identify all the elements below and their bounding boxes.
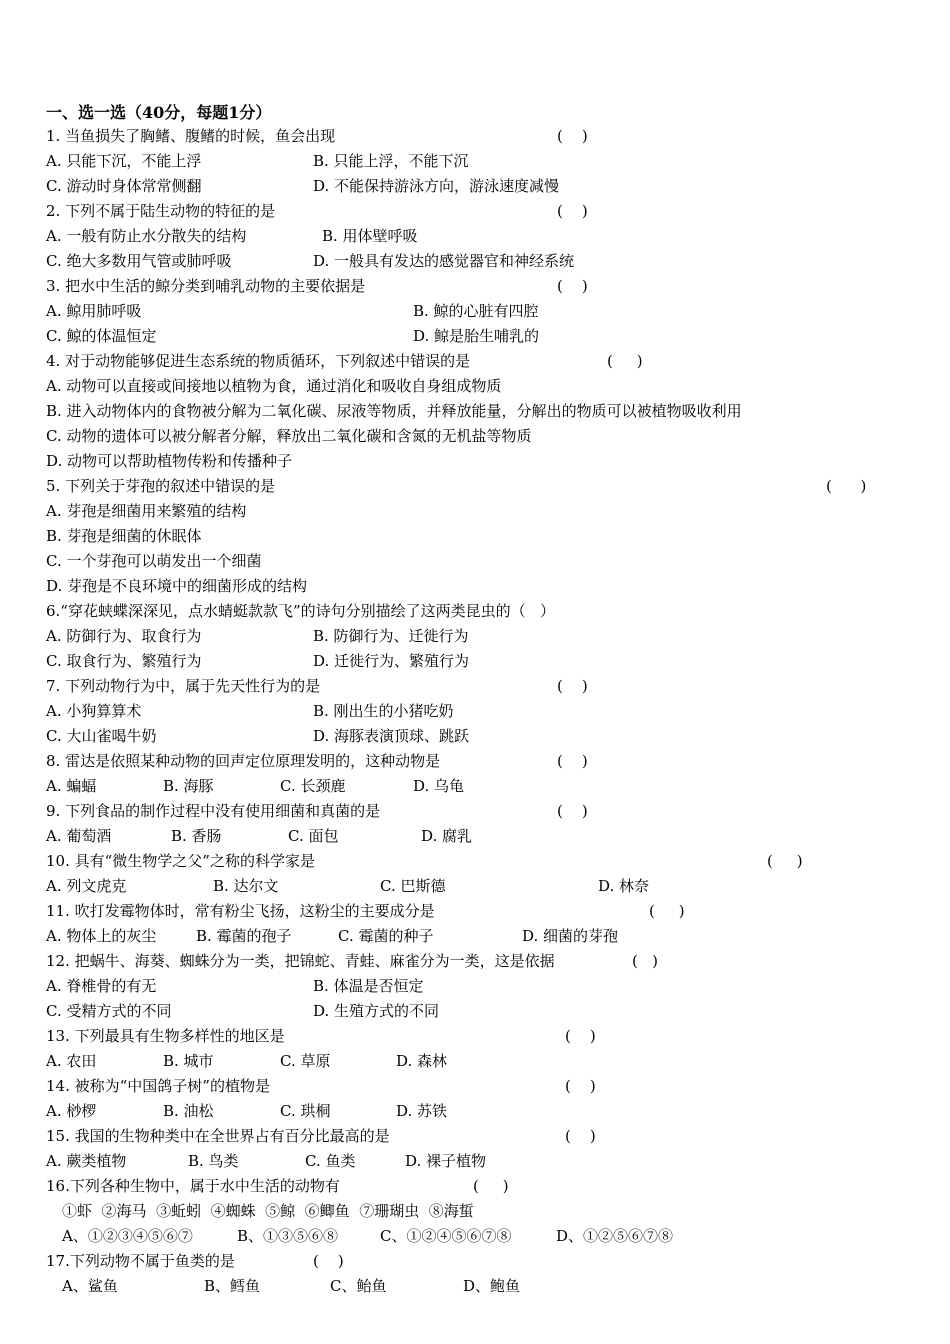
option-text: B. 鸟类 xyxy=(188,1152,239,1170)
option-text: C、鲐鱼 xyxy=(330,1277,387,1295)
option-text: ①虾 ②海马 ③蚯蚓 ④蜘蛛 ⑤鲸 ⑥鲫鱼 ⑦珊瑚虫 ⑧海蜇 xyxy=(62,1202,474,1220)
question-stem: 8. 雷达是依照某种动物的回声定位原理发明的，这种动物是 xyxy=(46,752,441,770)
option-text: C. 鱼类 xyxy=(305,1152,356,1170)
option-text: D、鲍鱼 xyxy=(463,1277,521,1295)
option-text: D. 乌龟 xyxy=(413,777,465,795)
answer-blank[interactable]: ( ) xyxy=(632,952,659,970)
answer-blank[interactable]: ( ) xyxy=(557,277,588,295)
option-text: D. 林奈 xyxy=(598,877,650,895)
option-text: B. 鲸的心脏有四腔 xyxy=(413,302,539,320)
option-text: B. 油松 xyxy=(163,1102,214,1120)
option-text: A. 小狗算算术 xyxy=(46,702,142,720)
option-text: A. 动物可以直接或间接地以植物为食，通过消化和吸收自身组成物质 xyxy=(46,377,502,395)
option-text: B. 达尔文 xyxy=(213,877,279,895)
option-text: A. 桫椤 xyxy=(46,1102,97,1120)
answer-blank[interactable]: ( ) xyxy=(767,852,803,870)
option-text: D. 裸子植物 xyxy=(405,1152,487,1170)
option-text: A. 脊椎骨的有无 xyxy=(46,977,157,995)
question-stem: 10. 具有“微生物学之父”之称的科学家是 xyxy=(46,852,315,870)
answer-blank[interactable]: ( ) xyxy=(557,802,588,820)
option-text: D、①②⑤⑥⑦⑧ xyxy=(556,1227,674,1245)
question-stem: 17.下列动物不属于鱼类的是 xyxy=(46,1252,235,1270)
answer-blank[interactable]: ( ) xyxy=(473,1177,509,1195)
option-text: A. 蕨类植物 xyxy=(46,1152,127,1170)
question-stem: 15. 我国的生物种类中在全世界占有百分比最高的是 xyxy=(46,1127,390,1145)
option-text: D. 海豚表演顶球、跳跃 xyxy=(313,727,470,745)
question-stem: 16.下列各种生物中，属于水中生活的动物有 xyxy=(46,1177,340,1195)
answer-blank[interactable]: ( ) xyxy=(607,352,643,370)
answer-blank[interactable]: ( ) xyxy=(565,1077,596,1095)
option-text: D. 动物可以帮助植物传粉和传播种子 xyxy=(46,452,293,470)
option-text: A. 鲸用肺呼吸 xyxy=(46,302,142,320)
answer-blank[interactable]: ( ) xyxy=(557,752,588,770)
option-text: C、①②④⑤⑥⑦⑧ xyxy=(380,1227,512,1245)
option-text: B、鳕鱼 xyxy=(204,1277,261,1295)
question-stem: 5. 下列关于芽孢的叙述中错误的是 xyxy=(46,477,276,495)
option-text: A. 芽孢是细菌用来繁殖的结构 xyxy=(46,502,247,520)
option-text: A. 葡萄酒 xyxy=(46,827,112,845)
answer-blank[interactable]: ( ) xyxy=(557,677,588,695)
answer-blank[interactable]: ( ) xyxy=(557,127,588,145)
option-text: B. 霉菌的孢子 xyxy=(196,927,292,945)
answer-blank[interactable]: ( ) xyxy=(557,202,588,220)
answer-blank[interactable]: ( ) xyxy=(565,1127,596,1145)
option-text: A、鲨鱼 xyxy=(62,1277,118,1295)
option-text: B、①③⑤⑥⑧ xyxy=(237,1227,339,1245)
question-stem: 12. 把蜗牛、海葵、蜘蛛分为一类，把锦蛇、青蛙、麻雀分为一类，这是依据 xyxy=(46,952,555,970)
option-text: B. 用体壁呼吸 xyxy=(322,227,418,245)
option-text: B. 香肠 xyxy=(171,827,222,845)
option-text: A. 一般有防止水分散失的结构 xyxy=(46,227,247,245)
option-text: C. 取食行为、繁殖行为 xyxy=(46,652,202,670)
option-text: A. 列文虎克 xyxy=(46,877,127,895)
option-text: 6.“穿花蛱蝶深深见，点水蜻蜓款款飞”的诗句分别描绘了这两类昆虫的（ ） xyxy=(46,602,555,620)
option-text: C. 受精方式的不同 xyxy=(46,1002,172,1020)
option-text: D. 迁徙行为、繁殖行为 xyxy=(313,652,470,670)
option-text: D. 细菌的芽孢 xyxy=(522,927,619,945)
option-text: C. 长颈鹿 xyxy=(280,777,346,795)
option-text: C. 游动时身体常常侧翻 xyxy=(46,177,202,195)
answer-blank[interactable]: ( ) xyxy=(565,1027,596,1045)
option-text: C. 大山雀喝牛奶 xyxy=(46,727,157,745)
option-text: C. 一个芽孢可以萌发出一个细菌 xyxy=(46,552,262,570)
option-text: A. 防御行为、取食行为 xyxy=(46,627,202,645)
question-stem: 3. 把水中生活的鲸分类到哺乳动物的主要依据是 xyxy=(46,277,366,295)
option-text: D. 森林 xyxy=(396,1052,448,1070)
option-text: D. 鲸是胎生哺乳的 xyxy=(413,327,540,345)
section-heading: 一、选一选（40分，每题1分） xyxy=(46,103,272,122)
option-text: D. 不能保持游泳方向，游泳速度减慢 xyxy=(313,177,560,195)
option-text: A、①②③④⑤⑥⑦ xyxy=(62,1227,193,1245)
question-stem: 9. 下列食品的制作过程中没有使用细菌和真菌的是 xyxy=(46,802,381,820)
option-text: A. 蝙蝠 xyxy=(46,777,97,795)
option-text: A. 只能下沉，不能上浮 xyxy=(46,152,202,170)
option-text: B. 刚出生的小猪吃奶 xyxy=(313,702,454,720)
question-stem: 4. 对于动物能够促进生态系统的物质循环，下列叙述中错误的是 xyxy=(46,352,471,370)
question-stem: 1. 当鱼损失了胸鳍、腹鳍的时候，鱼会出现 xyxy=(46,127,336,145)
option-text: B. 体温是否恒定 xyxy=(313,977,424,995)
question-stem: 14. 被称为“中国鸽子树”的植物是 xyxy=(46,1077,270,1095)
question-stem: 7. 下列动物行为中，属于先天性行为的是 xyxy=(46,677,321,695)
option-text: C. 草原 xyxy=(280,1052,331,1070)
option-text: A. 物体上的灰尘 xyxy=(46,927,157,945)
option-text: D. 苏铁 xyxy=(396,1102,448,1120)
question-stem: 13. 下列最具有生物多样性的地区是 xyxy=(46,1027,285,1045)
option-text: B. 进入动物体内的食物被分解为二氧化碳、尿液等物质，并释放能量，分解出的物质可以被植物吸收利用 xyxy=(46,402,742,420)
option-text: B. 海豚 xyxy=(163,777,214,795)
option-text: C. 鲸的体温恒定 xyxy=(46,327,157,345)
option-text: D. 腐乳 xyxy=(421,827,473,845)
question-stem: 11. 吹打发霉物体时，常有粉尘飞扬，这粉尘的主要成分是 xyxy=(46,902,435,920)
option-text: B. 只能上浮，不能下沉 xyxy=(313,152,469,170)
option-text: D. 芽孢是不良环境中的细菌形成的结构 xyxy=(46,577,308,595)
option-text: C. 珙桐 xyxy=(280,1102,331,1120)
option-text: C. 面包 xyxy=(288,827,339,845)
option-text: D. 生殖方式的不同 xyxy=(313,1002,440,1020)
answer-blank[interactable]: ( ) xyxy=(826,477,867,495)
option-text: A. 农田 xyxy=(46,1052,97,1070)
option-text: C. 绝大多数用气管或肺呼吸 xyxy=(46,252,232,270)
option-text: B. 防御行为、迁徙行为 xyxy=(313,627,469,645)
option-text: C. 巴斯德 xyxy=(380,877,446,895)
option-text: D. 一般具有发达的感觉器官和神经系统 xyxy=(313,252,575,270)
question-stem: 2. 下列不属于陆生动物的特征的是 xyxy=(46,202,276,220)
option-text: B. 城市 xyxy=(163,1052,214,1070)
answer-blank[interactable]: ( ) xyxy=(313,1252,344,1270)
option-text: B. 芽孢是细菌的休眠体 xyxy=(46,527,202,545)
option-text: C. 霉菌的种子 xyxy=(338,927,434,945)
option-text: C. 动物的遗体可以被分解者分解，释放出二氧化碳和含氮的无机盐等物质 xyxy=(46,427,532,445)
answer-blank[interactable]: ( ) xyxy=(649,902,685,920)
